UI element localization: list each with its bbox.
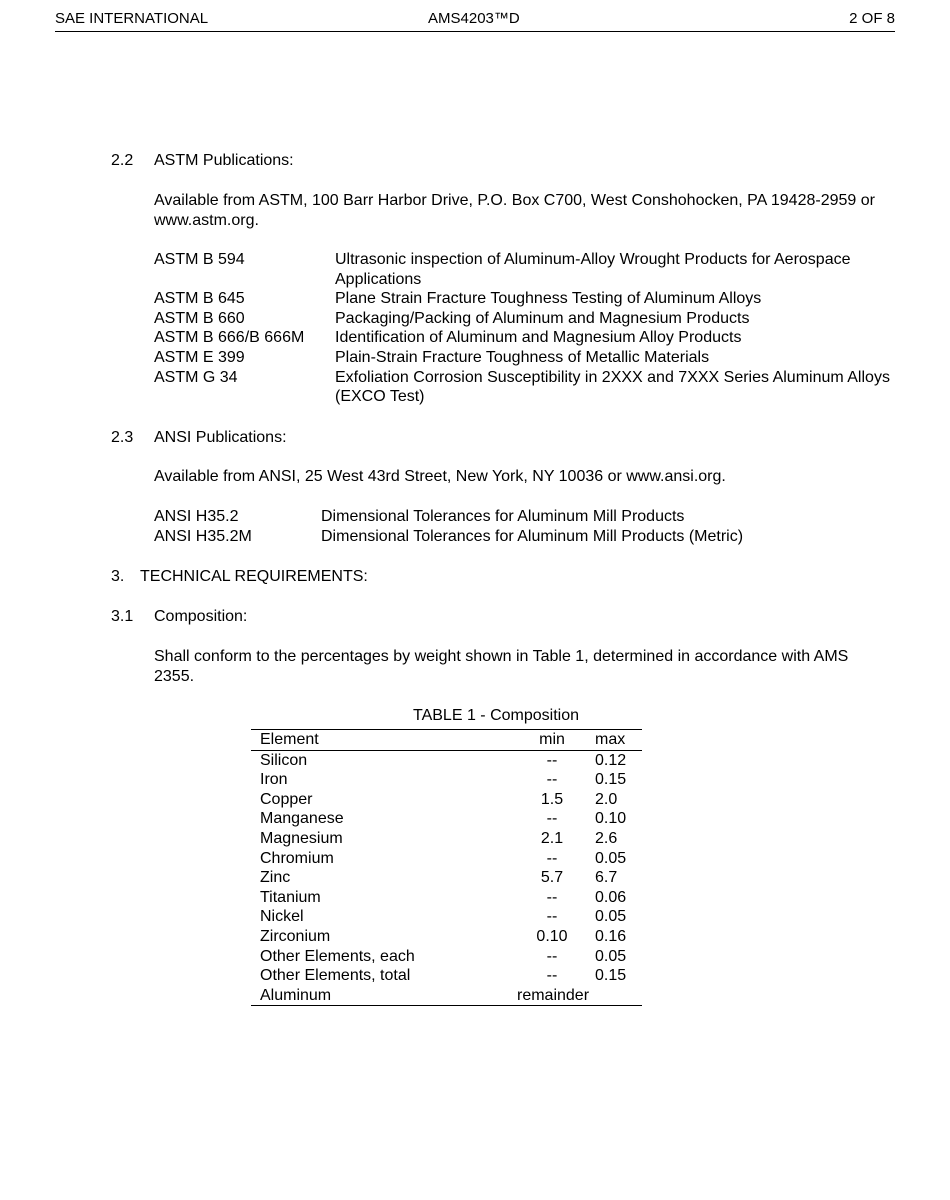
section-2-2-number: 2.2 <box>111 152 134 169</box>
table-caption: TABLE 1 - Composition <box>413 707 579 724</box>
reference-title: Identification of Aluminum and Magnesium Alloy Products <box>335 329 742 347</box>
element-cell: Titanium <box>260 888 321 906</box>
section-3-number: 3. <box>111 568 125 585</box>
section-3-title: TECHNICAL REQUIREMENTS: <box>140 568 368 585</box>
table-row <box>251 790 642 810</box>
element-cell: Silicon <box>260 751 308 769</box>
reference-row <box>154 368 895 407</box>
reference-row <box>154 309 895 329</box>
reference-title: Ultrasonic inspection of Aluminum-Alloy Wrought Products for Aerospace Applications <box>335 251 851 288</box>
min-cell: -- <box>546 771 558 789</box>
astm-availability: Available from ASTM, 100 Barr Harbor Drive, P.O. Box C700, West Conshohocken, PA 19428-2959 or www.astm.org. <box>154 192 875 229</box>
section-2-3-number: 2.3 <box>111 429 134 446</box>
remainder-cell: remainder <box>517 986 590 1004</box>
max-cell: 0.05 <box>595 849 627 867</box>
reference-row <box>154 348 895 368</box>
min-cell: 2.1 <box>540 829 564 847</box>
header-document-id: AMS4203™D <box>428 10 520 27</box>
max-cell: 0.15 <box>595 771 627 789</box>
min-cell: -- <box>546 810 558 828</box>
ansi-availability: Available from ANSI, 25 West 43rd Street, New York, NY 10036 or www.ansi.org. <box>154 468 726 485</box>
section-3-1-number: 3.1 <box>111 608 134 625</box>
max-cell: 0.10 <box>595 810 627 828</box>
table-row <box>251 868 642 888</box>
reference-code: ANSI H35.2 <box>154 508 239 525</box>
reference-code: ASTM G 34 <box>154 368 238 386</box>
max-cell: 0.16 <box>595 927 627 945</box>
astm-reference-list <box>154 250 895 407</box>
reference-title: Dimensional Tolerances for Aluminum Mill Products (Metric) <box>321 527 744 545</box>
max-cell: 0.06 <box>595 888 627 906</box>
reference-row <box>154 250 895 289</box>
max-cell: 2.6 <box>595 829 618 847</box>
table-row <box>251 966 642 986</box>
table-row <box>251 829 642 849</box>
reference-code: ASTM B 666/B 666M <box>154 329 305 347</box>
element-cell: Chromium <box>260 849 334 867</box>
column-header-min: min <box>539 731 565 748</box>
reference-title: Packaging/Packing of Aluminum and Magnesium Products <box>335 309 750 327</box>
min-cell: 5.7 <box>540 869 564 887</box>
header-page-number: 2 OF 8 <box>849 10 895 27</box>
min-cell: -- <box>546 908 558 926</box>
reference-row <box>154 289 895 309</box>
min-cell: 0.10 <box>536 927 568 945</box>
table-row <box>251 750 642 770</box>
table-row <box>251 849 642 869</box>
min-cell: 1.5 <box>540 790 564 808</box>
composition-table <box>251 729 642 1006</box>
max-cell: 6.7 <box>595 869 618 887</box>
element-cell: Magnesium <box>260 829 343 847</box>
table-row <box>251 888 642 908</box>
element-cell: Zirconium <box>260 927 331 945</box>
element-cell: Zinc <box>260 869 291 887</box>
min-cell: -- <box>546 947 558 965</box>
reference-code: ASTM B 594 <box>154 251 245 268</box>
section-3-1-title: Composition: <box>154 608 248 625</box>
section-2-3-title: ANSI Publications: <box>154 429 287 446</box>
max-cell: 0.05 <box>595 908 627 926</box>
element-cell: Manganese <box>260 810 344 828</box>
reference-row <box>154 527 881 547</box>
section-2-2-title: ASTM Publications: <box>154 152 294 169</box>
reference-code: ASTM E 399 <box>154 348 245 366</box>
reference-code: ASTM B 645 <box>154 290 245 308</box>
reference-title: Plain-Strain Fracture Toughness of Metallic Materials <box>335 348 710 366</box>
table-row <box>251 907 642 927</box>
table-row <box>251 927 642 947</box>
min-cell: -- <box>546 751 558 769</box>
reference-title: Exfoliation Corrosion Susceptibility in 2XXX and 7XXX Series Aluminum Alloys (EXCO Test) <box>335 368 890 406</box>
table-header-row <box>251 730 642 751</box>
reference-title: Dimensional Tolerances for Aluminum Mill Products <box>321 508 685 525</box>
element-cell: Other Elements, total <box>260 967 411 985</box>
element-cell: Aluminum <box>260 986 332 1004</box>
reference-title: Plane Strain Fracture Toughness Testing of Aluminum Alloys <box>335 290 762 308</box>
ansi-reference-list <box>154 507 881 546</box>
max-cell: 0.05 <box>595 947 627 965</box>
column-header-max: max <box>595 731 626 748</box>
composition-text: Shall conform to the percentages by weight shown in Table 1, determined in accordance with AMS 2355. <box>154 648 849 685</box>
min-cell: -- <box>546 888 558 906</box>
max-cell: 2.0 <box>595 790 618 808</box>
page-header <box>55 9 895 32</box>
element-cell: Copper <box>260 790 313 808</box>
element-cell: Nickel <box>260 908 304 926</box>
table-row <box>251 947 642 967</box>
min-cell: -- <box>546 849 558 867</box>
reference-row <box>154 328 895 348</box>
element-cell: Other Elements, each <box>260 947 415 965</box>
column-header-element: Element <box>260 731 319 748</box>
header-organization: SAE INTERNATIONAL <box>55 10 209 27</box>
table-row <box>251 809 642 829</box>
max-cell: 0.15 <box>595 967 627 985</box>
min-cell: -- <box>546 967 558 985</box>
max-cell: 0.12 <box>595 751 627 769</box>
reference-code: ASTM B 660 <box>154 309 245 327</box>
reference-row <box>154 507 881 527</box>
element-cell: Iron <box>260 771 288 789</box>
table-row <box>251 770 642 790</box>
reference-code: ANSI H35.2M <box>154 527 252 545</box>
table-row-aluminum <box>251 986 642 1006</box>
